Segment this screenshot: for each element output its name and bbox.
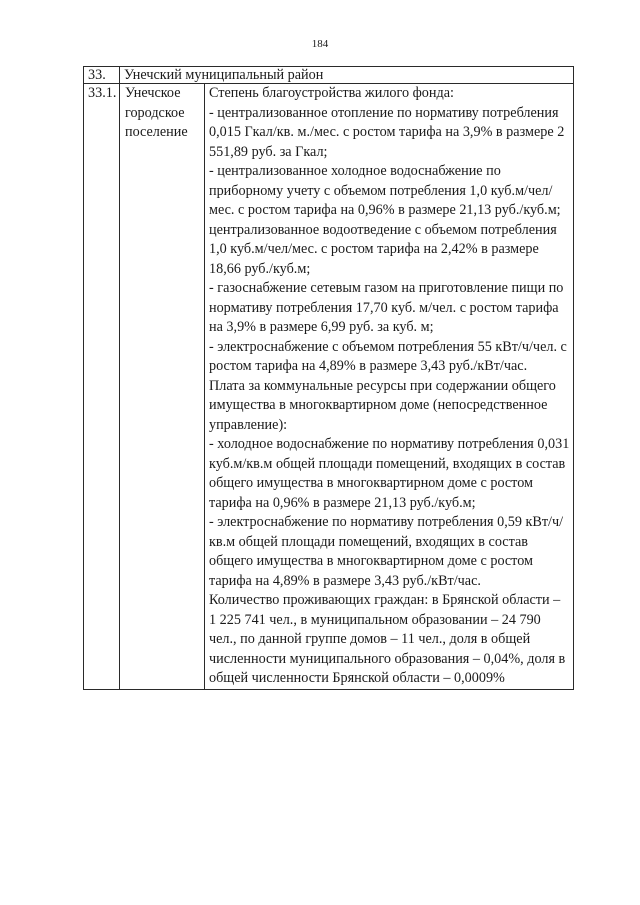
page-number: 184	[311, 38, 329, 50]
tariff-table	[83, 66, 574, 690]
paragraph: Степень благоустройства жилого фонда:	[209, 85, 454, 101]
paragraph: - централизованное отопление по нормативу потребления 0,015 Гкал/кв. м./мес. с ростом тарифа на 3,9% в размере 2 551,89 руб. за Гкал;	[209, 104, 565, 160]
section-title: Унечский муниципальный район	[120, 67, 574, 84]
paragraph: - централизованное холодное водоснабжение по приборному учету с объемом потребления 1,0 куб.м/чел/мес. с ростом тарифа на 0,96% в размере 21,13 руб./куб.м;	[209, 163, 561, 218]
section-header-row	[84, 67, 574, 84]
paragraph: - электроснабжение с объемом потребления 55 кВт/ч/чел. с ростом тарифа на 4,89% в размере 3,43 руб./кВт/час.	[209, 338, 567, 374]
paragraph: - газоснабжение сетевым газом на приготовление пищи по нормативу потребления 17,70 куб. м/чел. с ростом тарифа на 3,9% в размере 6,99 руб. за куб. м;	[209, 280, 564, 335]
paragraph: - электроснабжение по нормативу потребления 0,59 кВт/ч/кв.м общей площади помещений, входящих в состав общего имущества в многоквартирном доме с ростом тарифа на 4,89% в размере 3,43 руб./кВт/час.	[209, 514, 564, 589]
table-row	[84, 84, 574, 690]
paragraph: - холодное водоснабжение по нормативу потребления 0,031 куб.м/кв.м общей площади помещений, входящих в состав общего имущества в многоквартирном доме с ростом тарифа на 0,96% в размере 21,13 руб./куб.м;	[209, 436, 570, 511]
section-number: 33.	[84, 67, 120, 84]
settlement-name: Унечское городское поселение	[120, 84, 205, 690]
paragraph: централизованное водоотведение с объемом потребления 1,0 куб.м/чел/мес. с ростом тарифа на 2,42% в размере 18,66 руб./куб.м;	[209, 221, 557, 277]
row-number: 33.1.	[84, 84, 120, 690]
row-content	[205, 84, 574, 690]
paragraph: Плата за коммунальные ресурсы при содержании общего имущества в многоквартирном доме (непосредственное управление):	[209, 377, 556, 433]
paragraph: Количество проживающих граждан: в Брянской области – 1 225 741 чел., в муниципальном образовании – 24 790 чел., по данной группе домов – 11 чел., доля в общей численности муниципального образования – 0,04%, доля в общей численности Брянской области – 0,0009%	[209, 592, 566, 686]
